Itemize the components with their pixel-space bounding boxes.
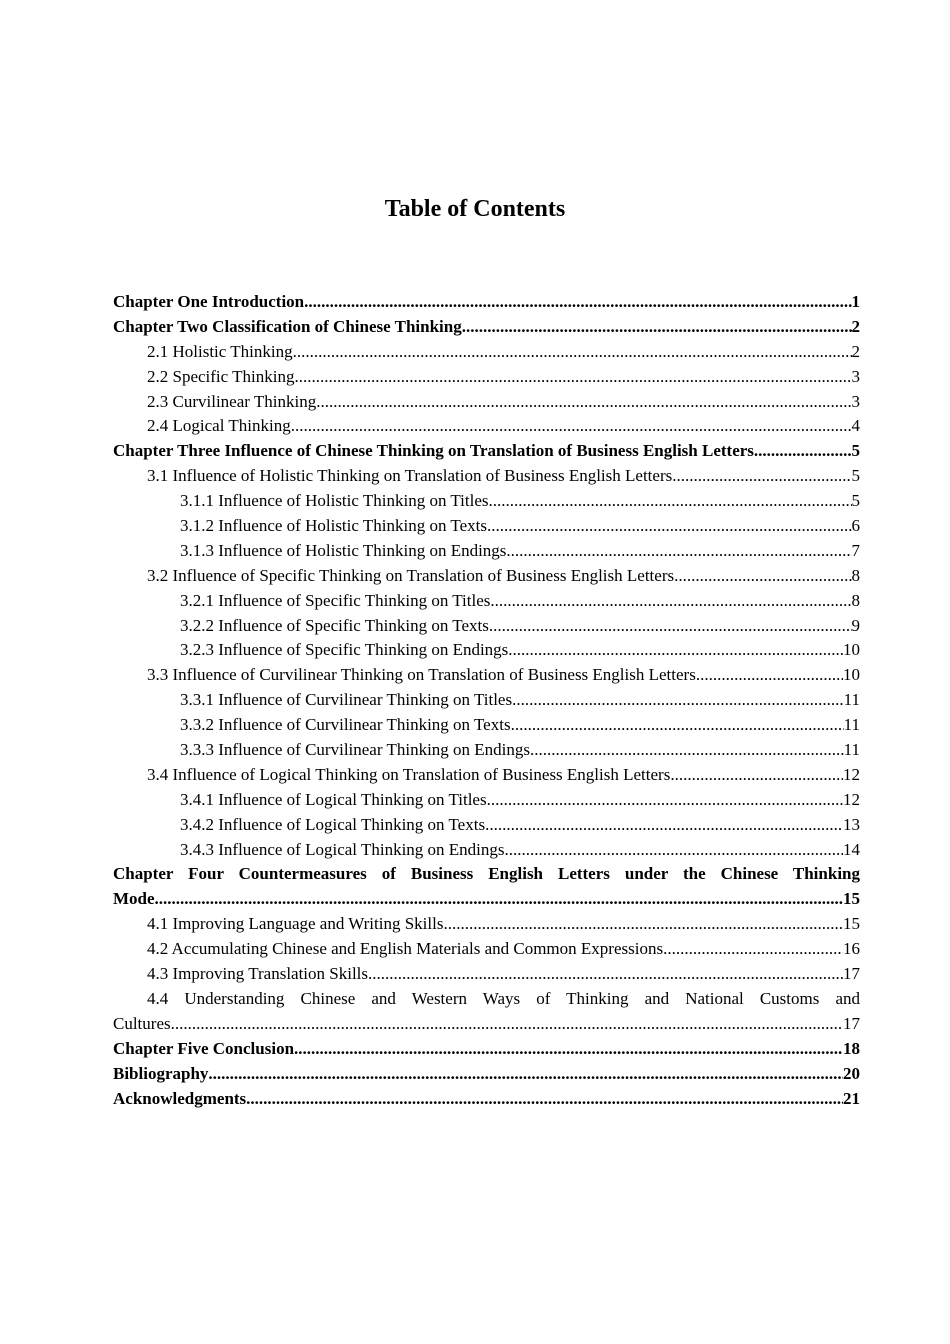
dot-leader [663,937,843,962]
toc-entry-3-2-1[interactable] [113,589,860,614]
dot-leader [670,763,843,788]
dot-leader [368,962,843,987]
dot-leader [443,912,843,937]
toc-entry-title: 3.4.2 Influence of Logical Thinking on Texts [180,814,486,834]
toc-entry-chapter-1[interactable] [113,290,860,315]
dot-leader [171,1012,843,1037]
toc-entry-title: Acknowledgments [113,1088,247,1108]
toc-entry-3-4-3[interactable] [113,838,860,863]
toc-entry-acknowledgments[interactable] [113,1087,860,1112]
table-of-contents [113,290,860,1111]
toc-entry-3-2[interactable] [113,564,860,589]
toc-page-number: 2 [851,316,860,336]
dot-leader [512,688,844,713]
toc-entry-chapter-4-line-1[interactable]: Chapter Four Countermeasures of Business English Letters under the Chinese Thinking [113,864,860,884]
toc-entry-title: 2.1 Holistic Thinking [147,341,293,361]
toc-entry-2-2[interactable] [113,365,860,390]
dot-leader [672,464,851,489]
toc-page-number: 18 [843,1038,860,1058]
toc-entry-3-4[interactable] [113,763,860,788]
toc-page-number: 10 [843,640,860,660]
toc-entry-3-2-2[interactable] [113,614,860,639]
toc-entry-title: 4.2 Accumulating Chinese and English Materials and Common Expressions [147,939,664,959]
dot-leader [316,390,851,415]
toc-entry-title: 3.3.2 Influence of Curvilinear Thinking on Texts [180,715,511,735]
toc-page-number: 3 [851,391,860,411]
dot-leader [294,1037,843,1062]
toc-entry-title: 3.3 Influence of Curvilinear Thinking on Translation of Business English Letters [147,665,696,685]
toc-entry-title: 3.1.3 Influence of Holistic Thinking on Endings [180,540,507,560]
dot-leader [530,738,844,763]
page-title: Table of Contents [384,196,566,222]
toc-page-number: 6 [851,516,860,536]
dot-leader [485,813,843,838]
toc-entry-chapter-2[interactable] [113,315,860,340]
toc-entry-4-4-line-1[interactable]: 4.4 Understanding Chinese and Western Ways of Thinking and National Customs and [147,988,860,1008]
dot-leader [505,838,843,863]
dot-leader [696,663,843,688]
toc-entry-title: 4.1 Improving Language and Writing Skills [147,914,444,934]
toc-page-number: 10 [843,665,860,685]
toc-page-number: 16 [843,939,860,959]
toc-entry-3-1-3[interactable] [113,539,860,564]
dot-leader [490,589,851,614]
toc-entry-title: 3.4.3 Influence of Logical Thinking on Endings [180,839,505,859]
toc-entry-3-4-2[interactable] [113,813,860,838]
dot-leader [754,439,852,464]
toc-page-number: 2 [851,341,860,361]
dot-leader [489,614,852,639]
toc-page-number: 5 [851,441,860,461]
dot-leader [246,1087,843,1112]
toc-entry-title: 3.1.2 Influence of Holistic Thinking on Texts [180,516,487,536]
toc-page-number: 7 [851,540,860,560]
dot-leader [487,788,843,813]
toc-page-number: 17 [843,1013,860,1033]
toc-entry-title: 3.4.1 Influence of Logical Thinking on Titles [180,789,487,809]
dot-leader [506,539,851,564]
toc-entry-title: 3.3.3 Influence of Curvilinear Thinking on Endings [180,740,531,760]
toc-entry-title: 3.4 Influence of Logical Thinking on Translation of Business English Letters [147,764,671,784]
toc-entry-3-2-3[interactable] [113,638,860,663]
toc-entry-3-3-2[interactable] [113,713,860,738]
toc-entry-title: 3.1 Influence of Holistic Thinking on Translation of Business English Letters [147,466,673,486]
toc-page-number: 15 [843,914,860,934]
toc-page-number: 5 [851,491,860,511]
toc-entry-title: Bibliography [113,1063,209,1083]
toc-entry-3-4-1[interactable] [113,788,860,813]
toc-page-number: 20 [843,1063,860,1083]
toc-entry-title: 3.2.2 Influence of Specific Thinking on Texts [180,615,489,635]
dot-leader [208,1062,843,1087]
dot-leader [508,638,843,663]
toc-entry-title: 3.2.3 Influence of Specific Thinking on Endings [180,640,509,660]
dot-leader [511,713,844,738]
toc-page-number: 8 [851,590,860,610]
toc-entry-3-1[interactable] [113,464,860,489]
dot-leader [155,887,843,912]
toc-entry-title: Cultures [113,1013,171,1033]
toc-page-number: 17 [843,964,860,984]
toc-entry-title: Chapter Five Conclusion [113,1038,295,1058]
dot-leader [489,489,852,514]
toc-entry-chapter-4-line-2[interactable] [113,887,860,912]
toc-entry-title: 3.3.1 Influence of Curvilinear Thinking on Titles [180,690,513,710]
toc-entry-4-2[interactable] [113,937,860,962]
toc-entry-4-4-line-2[interactable] [113,1012,860,1037]
toc-page-number: 9 [851,615,860,635]
toc-entry-2-4[interactable] [113,414,860,439]
toc-entry-2-3[interactable] [113,390,860,415]
toc-entry-title: Mode [113,889,155,909]
toc-entry-title: 3.2.1 Influence of Specific Thinking on Titles [180,590,491,610]
toc-entry-title: 3.1.1 Influence of Holistic Thinking on Titles [180,491,489,511]
toc-entry-4-1[interactable] [113,912,860,937]
toc-entry-title: Chapter Three Influence of Chinese Thinking on Translation of Business English Letters [113,441,754,461]
toc-page-number: 21 [843,1088,860,1108]
toc-entry-4-3[interactable] [113,962,860,987]
dot-leader [487,514,852,539]
toc-entry-chapter-5[interactable] [113,1037,860,1062]
toc-entry-title: 3.2 Influence of Specific Thinking on Translation of Business English Letters [147,565,675,585]
toc-entry-3-3[interactable] [113,663,860,688]
dot-leader [291,414,852,439]
toc-page-number: 4 [851,416,860,436]
toc-entry-bibliography[interactable] [113,1062,860,1087]
toc-entry-title: 2.2 Specific Thinking [147,366,295,386]
toc-page-number: 11 [843,715,860,735]
toc-page-number: 5 [851,466,860,486]
toc-entry-title: 4.3 Improving Translation Skills [147,964,369,984]
toc-page-number: 15 [843,889,860,909]
toc-page-number: 8 [851,565,860,585]
toc-entry-title: 2.4 Logical Thinking [147,416,291,436]
toc-entry-3-1-1[interactable] [113,489,860,514]
toc-page-number: 13 [843,814,860,834]
toc-page-number: 14 [843,839,860,859]
toc-entry-3-3-1[interactable] [113,688,860,713]
dot-leader [293,340,852,365]
toc-entry-3-3-3[interactable] [113,738,860,763]
dot-leader [674,564,851,589]
dot-leader [304,290,851,315]
toc-entry-chapter-3[interactable] [113,439,860,464]
toc-entry-title: Chapter Two Classification of Chinese Thinking [113,316,462,336]
toc-entry-2-1[interactable] [113,340,860,365]
toc-entry-title: 2.3 Curvilinear Thinking [147,391,317,411]
toc-page-number: 12 [843,764,860,784]
toc-page-number: 11 [843,740,860,760]
dot-leader [294,365,851,390]
toc-page-number: 1 [851,292,860,311]
toc-page-number: 3 [851,366,860,386]
toc-page-number: 11 [843,690,860,710]
toc-page-number: 12 [843,789,860,809]
dot-leader [462,315,852,340]
toc-entry-title: Chapter One Introduction [113,292,305,311]
toc-entry-3-1-2[interactable] [113,514,860,539]
